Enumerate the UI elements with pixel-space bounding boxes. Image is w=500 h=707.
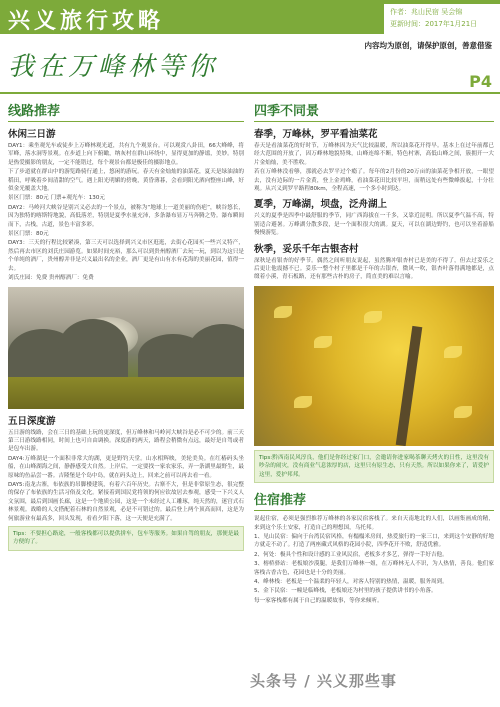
- update-date: 更新时间：2017年1月21日: [390, 20, 478, 28]
- autumn-tip-box: [254, 450, 494, 483]
- right-column: [254, 100, 494, 606]
- header-divider: [0, 92, 500, 94]
- spring-title: 春季，万峰林，罗平看油菜花: [254, 129, 378, 140]
- ginkgo-photo: [254, 286, 494, 446]
- autumn-title: 秋季，妥乐千年古银杏村: [254, 243, 359, 255]
- left-column: [8, 100, 244, 551]
- banner-info: [382, 4, 500, 34]
- watermark: 头条号 / 兴义那些事: [250, 672, 397, 690]
- summer-text: 兴义的夏季是四季中最舒服的季节，同广西海拔在一千多，又靠近昆明。所以夏季气温不高，特别适合避暑。万峰湖分散多段，是一个面积很大的湖。夏天，可以在湖边野钓，也可以坐着游船慢慢游览。: [254, 213, 494, 237]
- summer-title: 夏季，万峰湖，坝盘，泛舟湖上: [254, 199, 388, 211]
- stay-item: 3、榕桥驿站：老板娘沙漠腿，是我们万峰林一姐，在万峰林无人不识，为人热情，善良。他们家客栈古香古色，花园也是十分的美丽。: [254, 561, 494, 576]
- route1-day1-more: 下了步道就在群山中的游览路骑行通上，悠闲的游玩。春天有金灿灿的油菜花，夏天是绿油油的稻田，呼吸着乡间清甜的空气。遇上阳光明媚的傍晚，黄昏薄暮，会看到阳光洒向整座山峰，好似金光覆盖大地。: [8, 169, 244, 193]
- route1-day1: DAY1：乘坐观光车或徒步上万峰林观光道，共有九个观景台。可以观赏八卦田，66大峰峰，将军峰，落水洞等景观。在步道上向下俯瞰，纳灰村在群山环绕中，显得更加的静谧，美妙。特别是热爱摄影的朋友，一定不能错过，每个观景台都是极佳的摄影地点。: [8, 143, 244, 166]
- route1-ticket3: 刘氏庄园：免费 贵州醇酒厂：免费: [8, 275, 94, 282]
- route1-day3: DAY3：三天的行程比较紧凑，第三天可以选择到兴义市区逛逛，去街心花园买一些兴义特产，然后再去市区的刘氏庄园游览。如果时间充裕，那么可以到贵州醇酒厂去玩一玩，到以为这只是个单纯的酒厂，贵州醇并非是兴义最出名的企业，酒厂更是有山有水有花海的美丽花园，值得一去。: [8, 240, 244, 272]
- route2-tip-box: [8, 526, 244, 551]
- route2-intro: 五日游的线路，会在三日的基础上玩的更深度，但万峰林和马岭河大峡谷是必不可少的。前三天第三日游线路相同，时间上也可自由调换。深度游的两天，路程会稍微有点远，最好是自驾或者是包车出游。: [8, 429, 244, 453]
- stay-item: 2、何处：极具个性和设计感的工业风民宿，老板多才多艺，弹得一手好吉他。: [254, 551, 448, 558]
- stay-item: 5、金下民宿：一幢是临峰栈，老板娘还为村里的孩子提供讲书的小角落。: [254, 588, 437, 595]
- top-banner: [0, 0, 500, 34]
- banner-title: 兴义旅行攻略: [8, 8, 165, 34]
- stay-item: 4、峰林栈：老板是一个温柔的年轻人，对客人特别的热情，温暖，服务周到。: [254, 578, 448, 585]
- section-title-stay: 住宿推荐: [254, 489, 494, 511]
- route2-day4: DAY4:万峰湖是一个面积非常大的湖，更是野钓天堂。山水相辉映，美轮美奂。在红椿码头坐船，在山峰湖海之间，静静感受大自然。上岸后，一定要找一家农家乐，弄一条湖里最野生，最原味的鱼品尝一番。吉隆堡是个岛中岛，就在码头边上，回来之前可以再去看一看。: [8, 455, 244, 479]
- spring-text-more: 若在万峰林没看够，那就必去罗平过个瘾了。每年的2月份的20万亩的油菜花争相开放，一眼望去，没有边际的一片金黄，登上金鸡峰，看油菜花田比较平坦，而稍远处有些微峰拔起，十分壮观。从兴义到罗平路程80km，全程高速，一个多小时到达。: [254, 169, 494, 193]
- route2-title: 五日深度游: [8, 415, 56, 427]
- route2-tip: Tips：不要担心路途，一般客栈都可以提供拼车，包车等服务。如果自驾的朋友，那便是最方便的了。: [13, 530, 239, 546]
- stay-footer: 每一家客栈都有属于自己的温暖故事，等你来倾听。: [254, 597, 383, 604]
- spring-text: 春天是看油菜花的好时节，万峰林因为天气比较温暖，所以油菜花开得早。基本上在过年前都已经大范围的开放了，因万峰林地貌特殊，山峰连绵不断，特色村寨，高低山峰之间，簇拥开一大片金灿灿，美不胜收。: [254, 143, 494, 166]
- stay-intro: 说起住宿，必须是强烈推荐万峰林的各家民宿客栈了。来自天南地北的人们，以画集画成的精，来到这个乐土安家，打造自己的理想国，乌托邦。: [254, 516, 494, 531]
- route2-day5: DAY5:南龙古寨，布依族的吊脚楼建筑，有着六百年历史。古寨不大，但是非常原生态，很完整的保存了布依族的生活习俗及文化。紧接着到国民党将领的何应钦故居去参观，感受一下兴义人文氛围，最后到国画长廊，这是一个地质公园，这是一个未经过人工雕琢，纯天然的，迷宫式石林景观。战略的人文搭配着石林的自然景观，必是不可错过的。最后登上两个顶高而回，这是为何旅游业有最高多，回头发现，看看夕阳下落，这一天便是充满了。: [8, 481, 244, 522]
- route1-ticket1: 景区门票：80元 门票+观光车：130元: [8, 195, 105, 202]
- stay-item: 1、见山民宿：偏向于台湾民宿风格，有榻榻米房间，热爱旅行的一家三口，来到这个安静的好地方就走不动了。打造了两座藏式风格的花园小院，四季花开不败，舒适优雅。: [254, 533, 494, 549]
- route1-title: 休闲三日游: [8, 129, 56, 140]
- route1-day2: DAY2：马岭河大峡谷是别兴义必去的一个景点，被称为“地球上一道美丽的伤疤”，峡谷悠长，因为独特的喀斯特地貌，高低落差，特别是夏季水量充沛，多条瀑布显万马奔腾之势。瀑布瞬间而下，古栈，古道，景色丰富多彩。: [8, 204, 244, 228]
- author-line: 作者：兆山民宿 吴会锦: [390, 8, 463, 16]
- landscape-photo: [8, 287, 244, 409]
- section-title-seasons: 四季不同景: [254, 100, 494, 122]
- page-headline: 我在万峰林等你: [8, 52, 219, 82]
- section-title-routes: 线路推荐: [8, 100, 244, 122]
- route1-ticket2: 景区门票：80元: [8, 231, 49, 238]
- autumn-tip: Tips:黔西南民风淳良，他们是你经过家门口，会邀请你进家喝茶聊天烤火的日性，这里没有吵杂的闹灾，没有商业气息浓厚的店，这里只有原生态，只有天然。所以如果你来了，请爱护这里，爱护邦邦。: [259, 454, 489, 478]
- autumn-text: 深秋是看银杏的好季节。偶然之间听朋友说起，虽然腾冲银杏村已是美的不得了，但去过妥乐之后更让他震撼不已。妥乐一整个村子里都是千年的古银杏，微风一吹，银杏叶落得满地都是，点缀着小溪，青石板路，还有那些古朴的房子，简直美的难以言喻。: [254, 257, 494, 281]
- page-number: P4: [469, 72, 492, 91]
- copyright-notice: 内容均为原创，请保护原创，善意借鉴: [364, 41, 492, 50]
